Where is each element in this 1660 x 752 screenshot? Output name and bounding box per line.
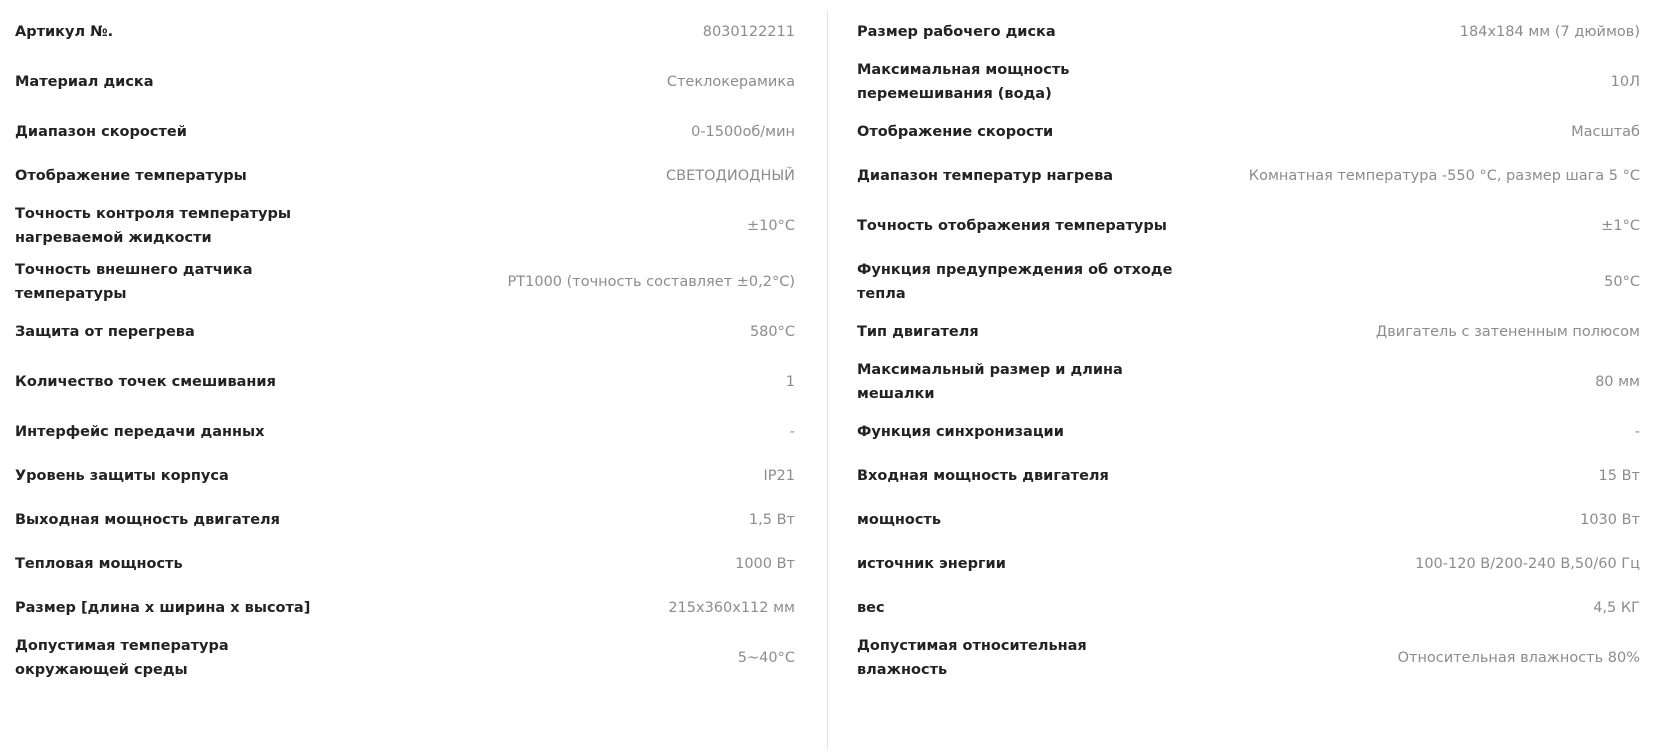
spec-label: Выходная мощность двигателя [15, 512, 280, 528]
spec-row [857, 310, 1640, 354]
spec-row [857, 630, 1640, 686]
spec-label: Диапазон скоростей [15, 124, 187, 140]
spec-value: - [1634, 424, 1640, 440]
spec-row [857, 410, 1640, 454]
spec-value: - [789, 424, 795, 440]
spec-row [15, 110, 795, 154]
spec-label: Допустимая относительная влажность [857, 638, 1087, 678]
spec-label: Тепловая мощность [15, 556, 183, 572]
spec-value: PT1000 (точность составляет ±0,2°C) [507, 274, 795, 290]
spec-row [857, 154, 1640, 198]
spec-value: 8030122211 [702, 24, 795, 40]
spec-value: 100-120 В/200-240 В,50/60 Гц [1415, 556, 1640, 572]
spec-value: 580°C [749, 324, 795, 340]
spec-label: Входная мощность двигателя [857, 468, 1109, 484]
spec-label: Количество точек смешивания [15, 374, 276, 390]
spec-value: Стеклокерамика [666, 74, 795, 90]
spec-value: 184x184 мм (7 дюймов) [1459, 24, 1640, 40]
spec-row [15, 542, 795, 586]
spec-value: ±1°C [1601, 218, 1640, 234]
spec-row [857, 354, 1640, 410]
spec-value: 10Л [1610, 74, 1640, 90]
spec-label: Максимальная мощность перемешивания (вода) [857, 62, 1070, 102]
spec-label: Диапазон температур нагрева [857, 168, 1114, 184]
spec-label: Допустимая температура окружающей среды [15, 638, 229, 678]
spec-row [15, 310, 795, 354]
spec-label: Максимальный размер и длина мешалки [857, 362, 1123, 402]
spec-value: Комнатная температура -550 °C, размер шага 5 °C [1248, 168, 1640, 184]
spec-row [857, 10, 1640, 54]
spec-label: Тип двигателя [857, 324, 979, 340]
spec-label: Точность контроля температуры нагреваемой жидкости [15, 206, 292, 246]
spec-label: Функция синхронизации [857, 424, 1064, 440]
spec-value: IP21 [763, 468, 795, 484]
spec-row [15, 630, 795, 686]
spec-label: Точность внешнего датчика температуры [15, 262, 253, 302]
spec-value: 1030 Вт [1580, 512, 1640, 528]
spec-value: 1 [785, 374, 795, 390]
spec-label: Артикул №. [15, 24, 114, 40]
spec-row [15, 586, 795, 630]
spec-value: ±10°C [747, 218, 795, 234]
spec-row [857, 54, 1640, 110]
spec-label: Отображение температуры [15, 168, 247, 184]
spec-value: 50°C [1604, 274, 1640, 290]
spec-value: Относительная влажность 80% [1397, 650, 1640, 666]
spec-value: Масштаб [1571, 124, 1640, 140]
spec-row [857, 254, 1640, 310]
spec-label: Отображение скорости [857, 124, 1054, 140]
spec-row [857, 110, 1640, 154]
spec-label: Уровень защиты корпуса [15, 468, 229, 484]
spec-value: 4,5 КГ [1593, 600, 1640, 616]
spec-row [15, 454, 795, 498]
spec-label: Защита от перегрева [15, 324, 195, 340]
spec-value: 1,5 Вт [748, 512, 795, 528]
spec-row [15, 354, 795, 410]
spec-column-left [15, 10, 795, 686]
spec-value: 215x360x112 мм [668, 600, 795, 616]
spec-row [15, 198, 795, 254]
spec-label: Функция предупреждения об отходе тепла [857, 262, 1173, 302]
spec-row [857, 198, 1640, 254]
column-divider [827, 10, 828, 750]
spec-label: Размер [длина x ширина x высота] [15, 600, 311, 616]
spec-row [857, 542, 1640, 586]
spec-label: мощность [857, 512, 941, 528]
spec-row [15, 154, 795, 198]
spec-row [15, 54, 795, 110]
spec-value: 80 мм [1595, 374, 1640, 390]
spec-row [15, 10, 795, 54]
spec-row [857, 454, 1640, 498]
spec-value: 5~40°C [737, 650, 795, 666]
spec-label: Интерфейс передачи данных [15, 424, 265, 440]
spec-label: Материал диска [15, 74, 154, 90]
spec-label: источник энергии [857, 556, 1006, 572]
spec-row [15, 410, 795, 454]
spec-value: 15 Вт [1598, 468, 1640, 484]
spec-row [15, 498, 795, 542]
spec-column-right [857, 10, 1640, 686]
spec-value: 1000 Вт [735, 556, 795, 572]
spec-label: Точность отображения температуры [857, 218, 1167, 234]
spec-label: вес [857, 600, 885, 616]
spec-row [857, 586, 1640, 630]
spec-value: 0-1500об/мин [691, 124, 795, 140]
spec-row [857, 498, 1640, 542]
spec-value: СВЕТОДИОДНЫЙ [666, 168, 795, 184]
spec-row [15, 254, 795, 310]
spec-label: Размер рабочего диска [857, 24, 1056, 40]
spec-value: Двигатель с затененным полюсом [1375, 324, 1640, 340]
